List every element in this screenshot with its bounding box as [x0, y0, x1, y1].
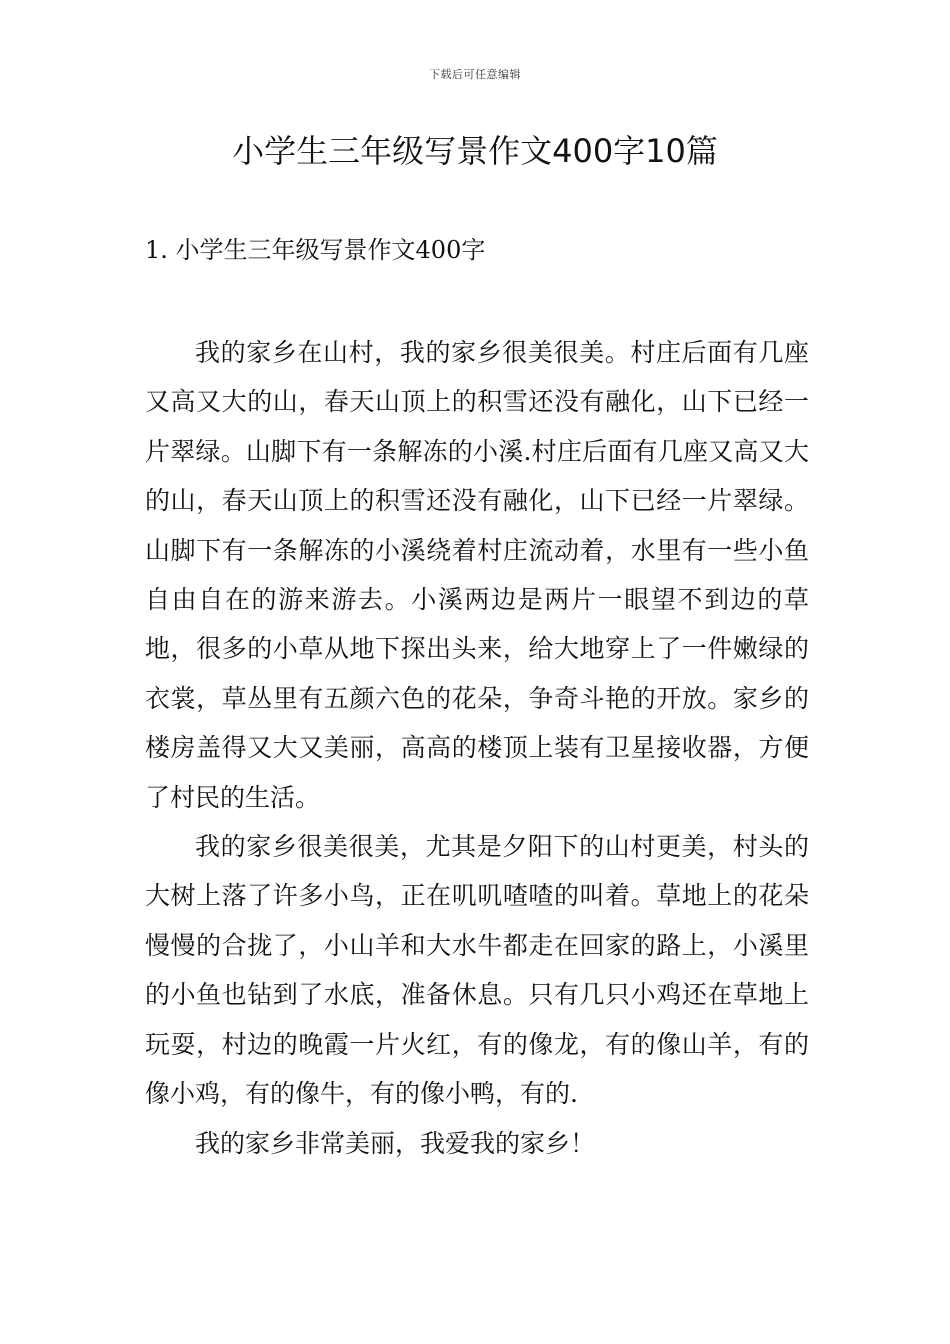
document-title: 小学生三年级写景作文400字10篇 [232, 132, 718, 170]
essay-body [145, 328, 809, 1168]
essay-paragraph: 我的家乡在山村，我的家乡很美很美。村庄后面有几座又高又大的山，春天山顶上的积雪还没有融化，山下已经一片翠绿。山脚下有一条解冻的小溪.村庄后面有几座又高又大的山，春天山顶上的积雪还没有融化，山下已经一片翠绿。山脚下有一条解冻的小溪绕着村庄流动着，水里有一些小鱼自由自在的游来游去。小溪两边是两片一眼望不到边的草地，很多的小草从地下探出头来，给大地穿上了一件嫩绿的衣裳，草丛里有五颜六色的花朵，争奇斗艳的开放。家乡的楼房盖得又大又美丽，高高的楼顶上装有卫星接收器，方便了村民的生活。 [145, 338, 809, 812]
section-heading: 1. 小学生三年级写景作文400字 [145, 236, 486, 264]
essay-paragraph: 我的家乡非常美丽，我爱我的家乡！ [195, 1128, 596, 1158]
essay-paragraph: 我的家乡很美很美，尤其是夕阳下的山村更美，村头的大树上落了许多小鸟，正在叽叽喳喳的叫着。草地上的花朵慢慢的合拢了，小山羊和大水牛都走在回家的路上，小溪里的小鱼也钻到了水底，准备休息。只有几只小鸡还在草地上玩耍，村边的晚霞一片火红，有的像龙，有的像山羊，有的像小鸡，有的像牛，有的像小鸭，有的. [145, 832, 809, 1109]
header-note: 下载后可任意编辑 [429, 68, 521, 81]
